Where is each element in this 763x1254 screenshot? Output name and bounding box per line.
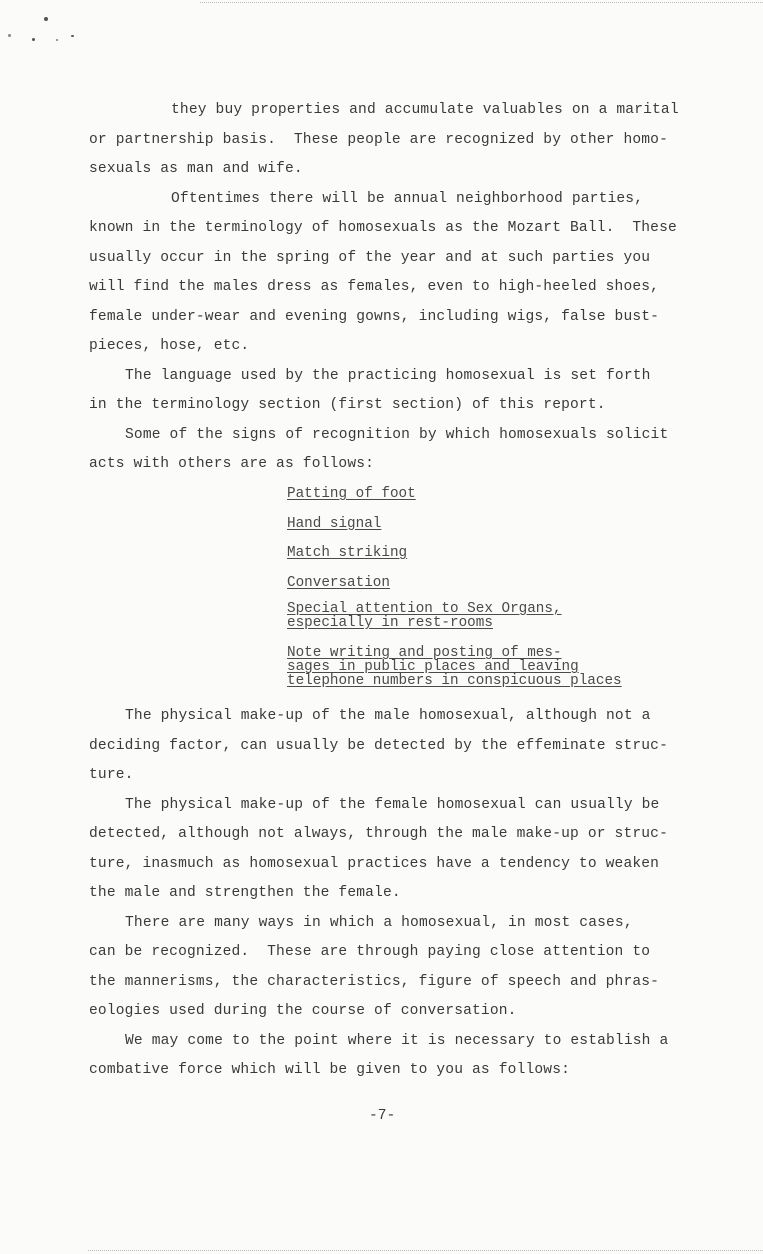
list-item-text: telephone numbers in conspicuous places: [287, 673, 622, 689]
body-text-bottom: [89, 702, 689, 1086]
list-item: [287, 646, 667, 688]
list-item-text: Patting of foot: [287, 486, 416, 502]
list-item-text: Note writing and posting of mes-: [287, 645, 562, 661]
text-line: can be recognized. These are through paying close attention to: [89, 944, 651, 960]
list-item: [287, 602, 667, 630]
text-line: Some of the signs of recognition by which homosexuals solicit: [125, 426, 669, 443]
text-line: the male and strengthen the female.: [89, 885, 401, 901]
text-line: There are many ways in which a homosexual, in most cases,: [125, 914, 633, 931]
text-line: sexuals as man and wife.: [89, 161, 303, 177]
text-line: will find the males dress as females, even to high-heeled shoes,: [89, 279, 660, 295]
list-item-text: Match striking: [287, 545, 408, 561]
text-line: detected, although not always, through the male make-up or struc-: [89, 826, 668, 842]
text-line: acts with others are as follows:: [89, 456, 375, 472]
list-item-text: Special attention to Sex Organs,: [287, 601, 562, 617]
text-line: The physical make-up of the male homosexual, although not a: [125, 708, 651, 724]
list-item: [287, 543, 667, 573]
list-item-text: especially in rest-rooms: [287, 615, 493, 631]
list-item: [287, 573, 667, 603]
text-line: Oftentimes there will be annual neighborhood parties,: [171, 190, 644, 207]
top-dotted-rule: [200, 2, 763, 3]
text-line: or partnership basis. These people are recognized by other homo-: [89, 131, 668, 148]
text-line: The language used by the practicing homosexual is set forth: [125, 367, 651, 384]
bottom-dotted-rule: [88, 1250, 763, 1251]
text-line: pieces, hose, etc.: [89, 338, 250, 354]
list-item: [287, 514, 667, 544]
text-line: eologies used during the course of conversation.: [89, 1003, 517, 1019]
text-line: combative force which will be given to you as follows:: [89, 1062, 571, 1078]
list-item: [287, 484, 667, 514]
text-line: We may come to the point where it is necessary to establish a: [125, 1032, 669, 1049]
text-line: usually occur in the spring of the year and at such parties you: [89, 249, 651, 266]
text-line: The physical make-up of the female homosexual can usually be: [125, 796, 660, 813]
page-number: -7-: [369, 1108, 396, 1124]
text-line: known in the terminology of homosexuals as the Mozart Ball. These: [89, 220, 677, 236]
list-item-text: Conversation: [287, 574, 390, 591]
signs-of-recognition-list: [287, 484, 667, 688]
body-text-top: [89, 96, 689, 480]
text-line: ture.: [89, 767, 134, 783]
text-line: deciding factor, can usually be detected by the effeminate struc-: [89, 737, 668, 754]
text-line: ture, inasmuch as homosexual practices have a tendency to weaken: [89, 855, 660, 872]
text-line: in the terminology section (first section) of this report.: [89, 397, 606, 413]
text-line: female under-wear and evening gowns, including wigs, false bust-: [89, 308, 660, 325]
list-item-text: Hand signal: [287, 515, 382, 532]
text-line: the mannerisms, the characteristics, figure of speech and phras-: [89, 973, 660, 990]
text-line: they buy properties and accumulate valuables on a marital: [171, 102, 679, 118]
list-item-text: sages in public places and leaving: [287, 659, 579, 675]
